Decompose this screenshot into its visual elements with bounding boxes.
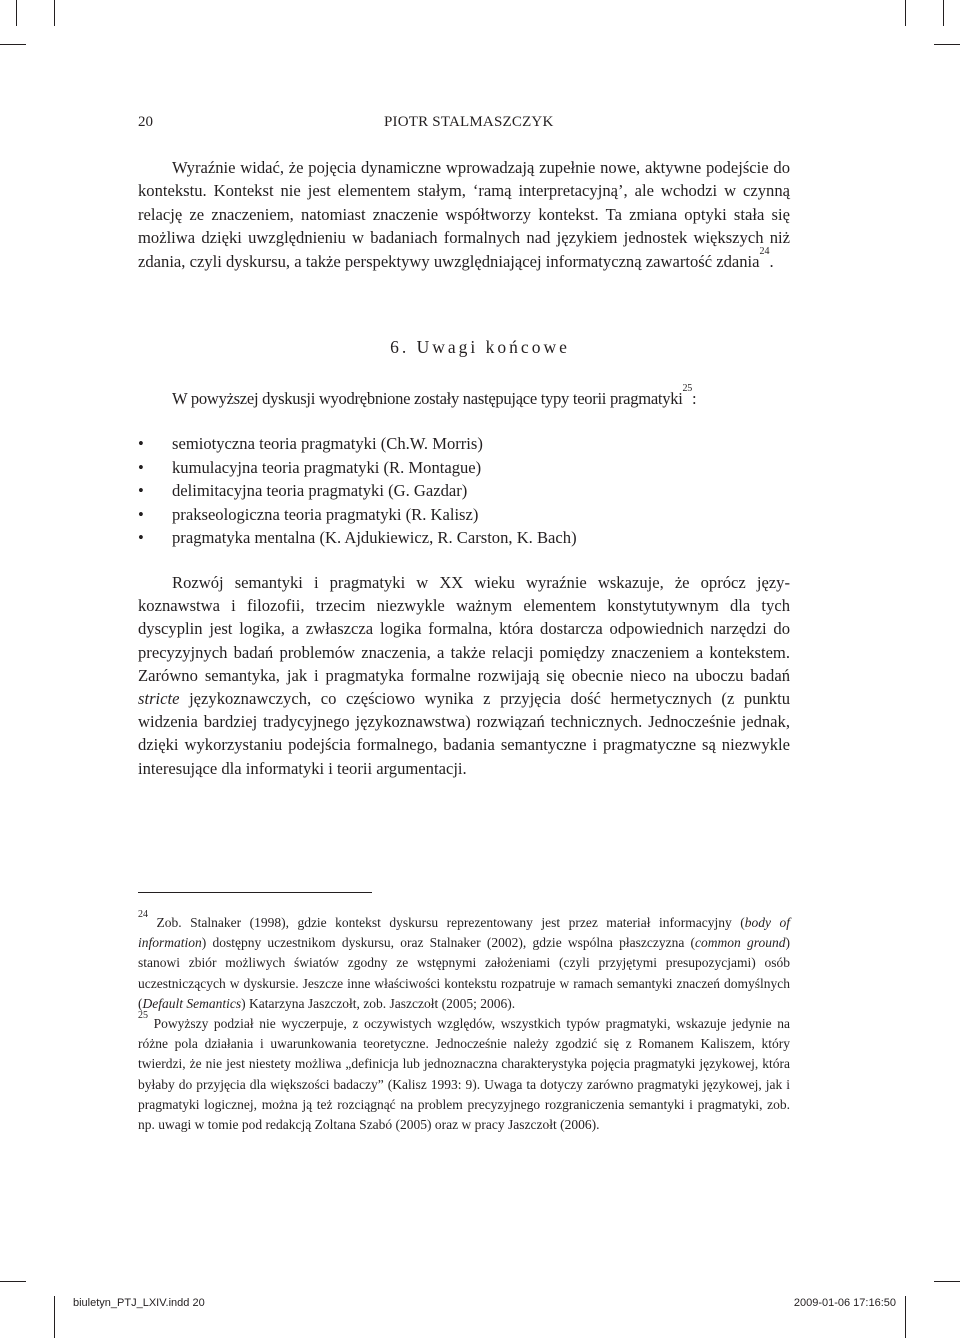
footnote-italic: body of information [138,915,790,951]
crop-mark [905,1296,906,1338]
section-heading: 6. Uwagi końcowe [390,337,570,357]
slug-filename: biuletyn_PTJ_LXIV.indd 20 [73,1297,205,1309]
list-item-text: prakseologiczna teoria pragmatyki (R. Kalisz) [172,504,479,524]
running-head-author: PIOTR STALMASZCZYK [384,114,554,130]
footnote-italic: Default Semantics [142,995,242,1011]
italic-term: stricte [138,689,180,709]
section-intro [172,383,802,410]
intro-end: : [691,389,697,408]
list-item [138,503,790,527]
crop-mark [0,44,26,45]
running-header [138,114,790,134]
footnote-number: 25 [138,1010,148,1022]
footnote-ref-24: 24 [759,245,770,257]
footnote-text: ) dostępny uczestnikom dyskursu, oraz Stalnaker (2002), gdzie wspólna płaszczyzna ( [201,935,696,951]
crop-mark [943,0,944,26]
footnote-number: 24 [138,909,148,920]
footnote-separator [138,892,372,893]
footnote-25 [138,1010,790,1135]
list-item [138,526,790,550]
crop-mark [54,1296,55,1338]
paragraph-dynamic-context [138,156,790,273]
crop-mark [934,44,960,45]
slug-datetime: 2009-01-06 17:16:50 [793,1297,896,1309]
crop-mark [16,0,17,26]
bullet-icon: • [138,481,144,501]
crop-mark [0,1281,26,1282]
bullet-icon: • [138,528,144,548]
list-item-text: delimitacyjna teoria pragmatyki (G. Gazdar) [172,481,468,501]
list-item-text: semiotyczna teoria pragmatyki (Ch.W. Morris) [172,434,483,453]
footnotes [138,909,790,1135]
crop-mark [905,0,906,26]
paragraph-text-continued: językoznawczych, co częściowo wynika z przyjęcia dość hermetycznych (z punktu widzenia bardziej tradycyjnego językoznawstwa) rozwiązań technicznych. Jednocześnie jednak, dzięki wykorzystaniu podejścia formalnego, badania semantyczne i pragmatyczne są niezwykle interesujące dla informatyki i teorii argumentacji. [138,689,790,778]
list-item [138,432,790,456]
footnote-text: Zob. Stalnaker (1998), gdzie kontekst dyskursu reprezentowany jest przez materiał informacyjny ( [148,915,745,930]
list-item-text: kumulacyjna teoria pragmatyki (R. Montague) [172,457,482,477]
footnote-italic: common ground [695,935,786,951]
footnote-text: Powyższy podział nie wyczerpuje, z oczywistych względów, wszystkich typów pragmatyki, wskazuje jedynie na różne pola działania i uwarunkowania teoretyczne. Jednocześnie należy zgodzić się z Romanem Kaliszem, który twierdzi, że nie jest niestety możliwa „definicja lub jednoznaczna charakterystyka pojęcia pragmatyki językowej, która byłaby do przyjęcia dla większości badaczy” (Kalisz 1993: 9). Uwaga ta dotyczy zarówno pragmatyki językowej, jak i pragmatyki logicznej, można ją też rozciągnąć na problem precyzyjnego rozgraniczenia semantyki i pragmatyki, zob. np. uwagi w tomie pod redakcją Zoltana Szabó (2005) oraz w pracy Jaszczołt (2006). [138,1016,790,1133]
footnote-text: ) stanowi zbiór możliwych światów zgodny ze wstępnymi założeniami (czyli przyjętymi presupozycjami) osób uczestniczących w dyskursie. Jeszcze inne właściwości kontekstu rozpatruje w ramach semantyki znaczeń domyślnych ( [138,935,790,1011]
paragraph-text: Rozwój semantyki i pragmatyki w XX wieku wyraźnie wskazuje, że oprócz językoznawstwa i filozofii, trzecim niezwykle ważnym elementem konstytutywnym dla tych dyscyplin jest logika, a zwłaszcza logika formalna, która dostarcza odpowiednich narzędzi do precyzyjnych badań problemów znaczenia, a także relacji pomiędzy znaczeniem a kontekstem. Zarówno semantyka, jak i pragmatyka formalne rozwijają się obecnie nieco na uboczu badań [138,573,790,685]
paragraph-end: . [769,251,774,271]
crop-mark [934,1281,960,1282]
footnote-text: ) Katarzyna Jaszczołt, zob. Jaszczołt (2005; 2006). [241,995,516,1011]
bullet-icon: • [138,457,144,477]
list-item [138,456,790,480]
paragraph-semantics-development [138,571,790,780]
footnote-ref-25: 25 [682,383,692,394]
intro-text: W powyższej dyskusji wyodrębnione zostały następujące typy teorii pragmatyki [172,389,683,408]
bullet-icon: • [138,434,144,453]
bullet-icon: • [138,504,144,524]
page-number: 20 [138,114,153,130]
footnote-24 [138,909,790,1014]
list-item-text: pragmatyka mentalna (K. Ajdukiewicz, R. Carston, K. Bach) [172,528,577,548]
crop-mark [54,0,55,26]
pragmatics-types-list [138,432,790,550]
list-item [138,479,790,503]
paragraph-text: Wyraźnie widać, że pojęcia dynamiczne wprowadzają zupełnie nowe, aktywne podejście do kontekstu. Kontekst nie jest elementem stałym, ‘ramą interpretacyjną’, ale wchodzi w czynną relację ze znaczeniem, natomiast znaczenie współtworzy kontekst. Ta zmiana optyki stała się możliwa dzięki uwzględnieniu w badaniach formalnych nad językiem jednostek większych niż zdania, czyli dyskursu, a także perspektywy uwzględniającej informatyczną zawartość zdania [138,158,790,271]
